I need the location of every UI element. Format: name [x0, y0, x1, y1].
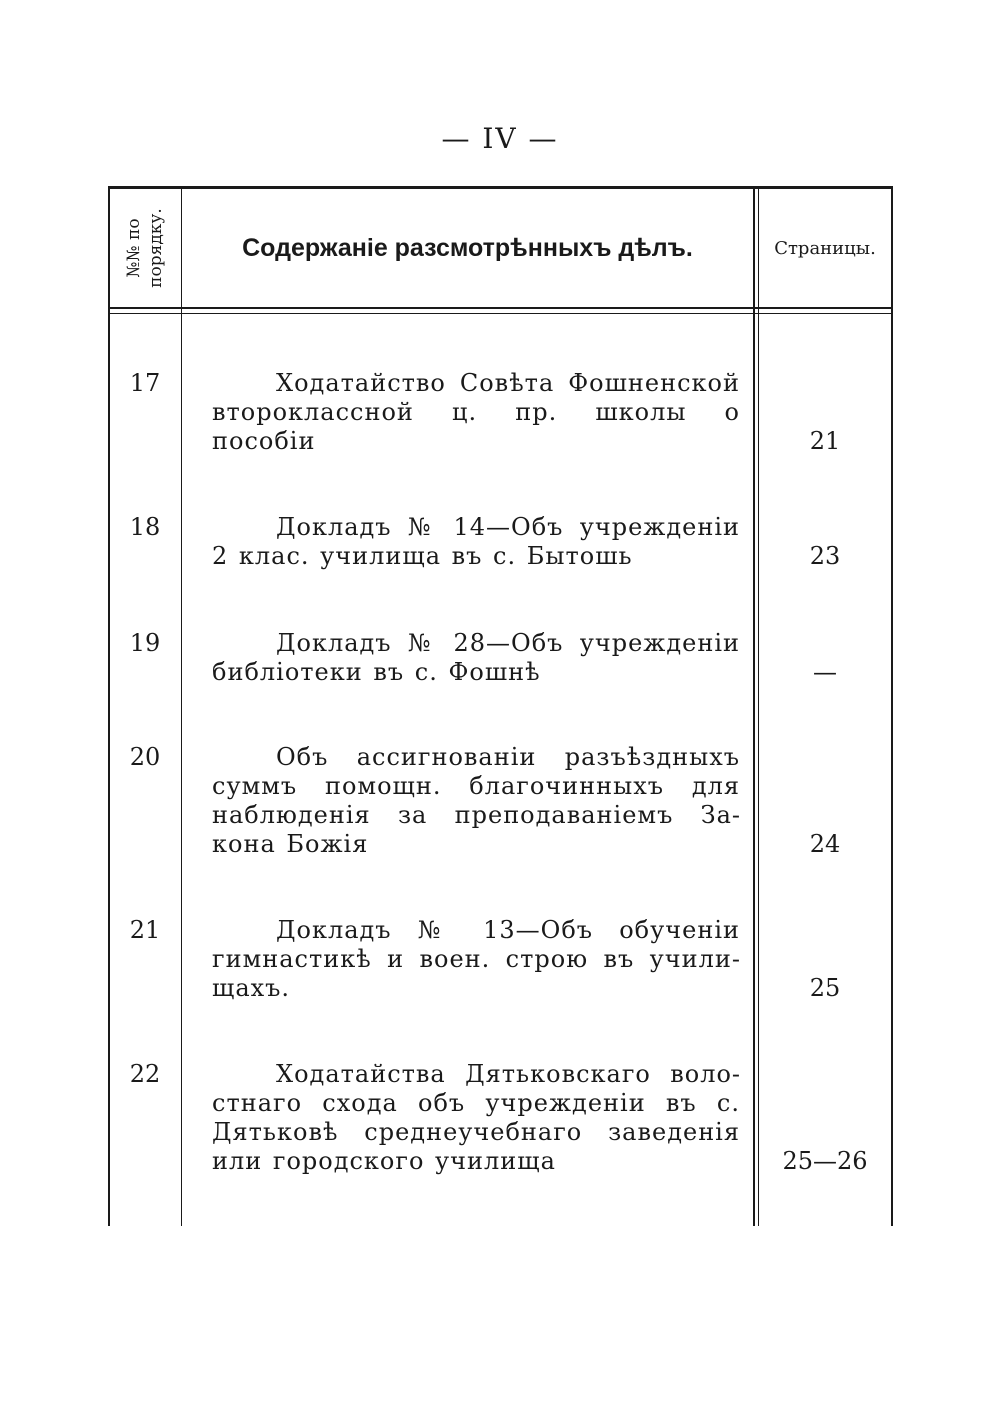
- row-pages: 25: [809, 974, 841, 1002]
- row-pages: 23: [809, 542, 841, 570]
- column-header-pages: Страницы.: [774, 237, 876, 259]
- row-pages: 25—26: [782, 1147, 868, 1175]
- row-text: Объ ассигнованіи разъѣздныхъ суммъ помощн. благочинныхъ для наблюденія за преподаваніемъ Закона Божія: [212, 743, 740, 858]
- row-pages: —: [813, 658, 837, 686]
- column-divider-content-thin: [758, 186, 759, 1226]
- row-text: Докладъ № 28—Объ учрежденіи библіотеки въ с. Фошнѣ: [212, 629, 740, 686]
- row-number: 21: [129, 916, 161, 944]
- page-header: — IV —: [441, 122, 559, 155]
- row-pages: 21: [809, 427, 841, 455]
- column-divider-content: [753, 186, 755, 1226]
- contents-table: [108, 186, 894, 1226]
- column-header-content: Содержаніе разсмотрѣнныхъ дѣлъ.: [242, 233, 693, 262]
- row-text: Ходатайства Дятьковскаго волостнаго схода объ учрежденіи въ с. Дятьковѣ среднеучебнаго заведенія или городского училища: [212, 1060, 740, 1175]
- row-text: Докладъ № 13—Объ обученіи гимнастикѣ и воен. строю въ училищахъ.: [212, 916, 740, 1002]
- row-pages: 24: [809, 830, 841, 858]
- row-number: 17: [129, 369, 161, 397]
- row-number: 22: [129, 1060, 161, 1088]
- header-rule-thin: [108, 313, 892, 314]
- row-text: Ходатайство Совѣта Фошненской второклассной ц. пр. школы о пособіи: [212, 369, 740, 455]
- column-header-number: [110, 188, 180, 308]
- column-divider-right: [891, 186, 893, 1226]
- row-text: Докладъ № 14—Объ учрежденіи 2 клас. училища въ с. Бытошь: [212, 513, 740, 570]
- row-number: 18: [129, 513, 161, 541]
- row-number: 20: [129, 743, 161, 771]
- row-number: 19: [129, 629, 161, 657]
- column-header-number-label: №№ по порядку.: [124, 208, 167, 288]
